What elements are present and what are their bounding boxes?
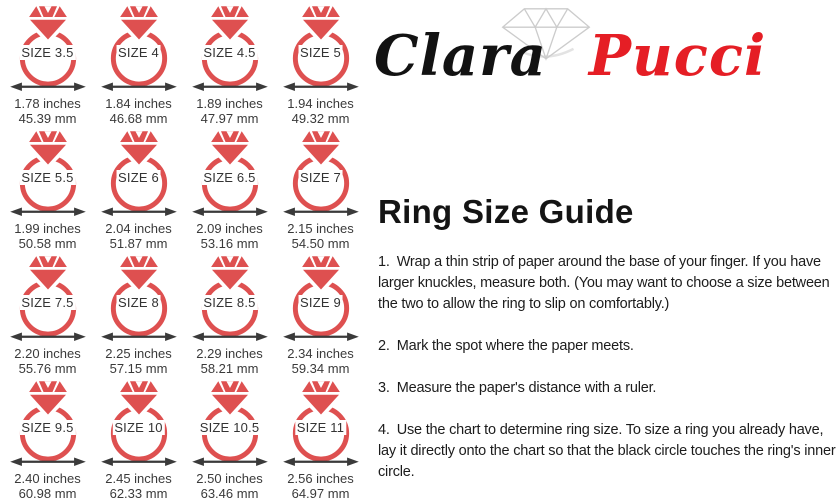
ring-size-label: SIZE 6.5	[203, 170, 256, 185]
measurements	[14, 471, 81, 501]
mm-value: 59.34 mm	[291, 361, 350, 376]
ring-size-label: SIZE 8	[118, 295, 159, 310]
ring-illustration	[3, 4, 93, 93]
inches-value: 2.45 inches	[105, 471, 172, 486]
step-number: 2.	[378, 338, 390, 354]
inches-value: 2.20 inches	[14, 346, 81, 361]
inches-value: 2.15 inches	[287, 221, 354, 236]
ring-illustration	[185, 254, 275, 343]
ring-size-cell	[93, 254, 184, 379]
ring-illustration	[94, 379, 184, 468]
mm-value: 54.50 mm	[291, 236, 350, 251]
inches-value: 2.56 inches	[287, 471, 354, 486]
ring-illustration	[3, 379, 93, 468]
ring-illustration	[276, 379, 366, 468]
ring-illustration	[185, 4, 275, 93]
measurements	[196, 471, 263, 501]
mm-value: 51.87 mm	[109, 236, 168, 251]
mm-value: 53.16 mm	[200, 236, 259, 251]
instruction-step	[378, 252, 836, 315]
brand-name-second: Pucci	[588, 23, 767, 89]
mm-value: 63.46 mm	[200, 486, 259, 501]
ring-size-label: SIZE 8.5	[203, 295, 256, 310]
measurements	[287, 221, 354, 251]
instruction-step	[378, 378, 836, 399]
measurements	[196, 96, 263, 126]
measurements	[105, 346, 172, 376]
mm-value: 55.76 mm	[18, 361, 77, 376]
ring-size-cell	[2, 129, 93, 254]
measurements	[14, 346, 81, 376]
ring-size-cell	[184, 254, 275, 379]
measurements	[105, 96, 172, 126]
brand-logo	[374, 14, 834, 100]
ring-size-label: SIZE 3.5	[21, 45, 74, 60]
ring-size-cell	[2, 254, 93, 379]
ring-size-cell	[2, 379, 93, 501]
inches-value: 1.78 inches	[14, 96, 81, 111]
measurements	[287, 471, 354, 501]
inches-value: 2.04 inches	[105, 221, 172, 236]
measurements	[14, 221, 81, 251]
ring-size-cell	[275, 129, 366, 254]
ring-size-cell	[93, 379, 184, 501]
mm-value: 57.15 mm	[109, 361, 168, 376]
ring-illustration	[276, 4, 366, 93]
instruction-step	[378, 336, 836, 357]
ring-size-cell	[275, 379, 366, 501]
mm-value: 64.97 mm	[291, 486, 350, 501]
instruction-list	[378, 252, 836, 501]
step-text: Measure the paper's distance with a ruler.	[396, 380, 657, 396]
inches-value: 2.25 inches	[105, 346, 172, 361]
inches-value: 2.29 inches	[196, 346, 263, 361]
ring-size-chart	[2, 4, 368, 501]
step-text: Mark the spot where the paper meets.	[396, 338, 634, 354]
mm-value: 58.21 mm	[200, 361, 259, 376]
instruction-step	[378, 420, 836, 483]
ring-illustration	[185, 129, 275, 218]
page-title: Ring Size Guide	[378, 193, 634, 230]
measurements	[14, 96, 81, 126]
mm-value: 45.39 mm	[18, 111, 77, 126]
ring-size-cell	[184, 129, 275, 254]
ring-size-label: SIZE 9.5	[21, 420, 74, 435]
brand-name-first: Clara	[374, 23, 547, 89]
measurements	[287, 96, 354, 126]
ring-size-label: SIZE 10	[114, 420, 163, 435]
ring-size-cell	[184, 379, 275, 501]
ring-size-label: SIZE 7.5	[21, 295, 74, 310]
ring-size-label: SIZE 11	[296, 420, 345, 435]
ring-size-cell	[93, 129, 184, 254]
ring-illustration	[94, 4, 184, 93]
ring-size-label: SIZE 7	[300, 170, 341, 185]
ring-size-label: SIZE 4	[118, 45, 159, 60]
ring-size-label: SIZE 5	[300, 45, 341, 60]
inches-value: 1.99 inches	[14, 221, 81, 236]
inches-value: 1.94 inches	[287, 96, 354, 111]
measurements	[105, 221, 172, 251]
ring-size-cell	[275, 254, 366, 379]
brand-words	[374, 23, 834, 89]
ring-size-cell	[2, 4, 93, 129]
mm-value: 47.97 mm	[200, 111, 259, 126]
ring-size-cell	[184, 4, 275, 129]
mm-value: 60.98 mm	[18, 486, 77, 501]
step-number: 3.	[378, 380, 390, 396]
step-number: 4.	[378, 422, 390, 438]
ring-size-label: SIZE 6	[118, 170, 159, 185]
ring-illustration	[3, 129, 93, 218]
measurements	[287, 346, 354, 376]
ring-size-label: SIZE 5.5	[21, 170, 74, 185]
inches-value: 2.34 inches	[287, 346, 354, 361]
measurements	[105, 471, 172, 501]
ring-illustration	[185, 379, 275, 468]
inches-value: 2.40 inches	[14, 471, 81, 486]
ring-size-label: SIZE 10.5	[199, 420, 260, 435]
inches-value: 1.84 inches	[105, 96, 172, 111]
ring-illustration	[94, 254, 184, 343]
step-number: 1.	[378, 254, 390, 270]
mm-value: 50.58 mm	[18, 236, 77, 251]
ring-illustration	[3, 254, 93, 343]
ring-size-label: SIZE 4.5	[203, 45, 256, 60]
step-text: Wrap a thin strip of paper around the base of your finger. If you have larger knuckles, measure both. (You may want to choose a size between the two to allow the ring to slip on comfortably.)	[378, 254, 830, 312]
mm-value: 49.32 mm	[291, 111, 350, 126]
measurements	[196, 346, 263, 376]
ring-size-cell	[275, 4, 366, 129]
ring-illustration	[276, 254, 366, 343]
ring-size-cell	[93, 4, 184, 129]
measurements	[196, 221, 263, 251]
inches-value: 1.89 inches	[196, 96, 263, 111]
step-text: Use the chart to determine ring size. To size a ring you already have, lay it directly onto the chart so that the black circle touches the ring's inner circle.	[378, 422, 836, 480]
ring-size-label: SIZE 9	[300, 295, 341, 310]
mm-value: 62.33 mm	[109, 486, 168, 501]
ring-illustration	[276, 129, 366, 218]
inches-value: 2.09 inches	[196, 221, 263, 236]
inches-value: 2.50 inches	[196, 471, 263, 486]
ring-illustration	[94, 129, 184, 218]
mm-value: 46.68 mm	[109, 111, 168, 126]
